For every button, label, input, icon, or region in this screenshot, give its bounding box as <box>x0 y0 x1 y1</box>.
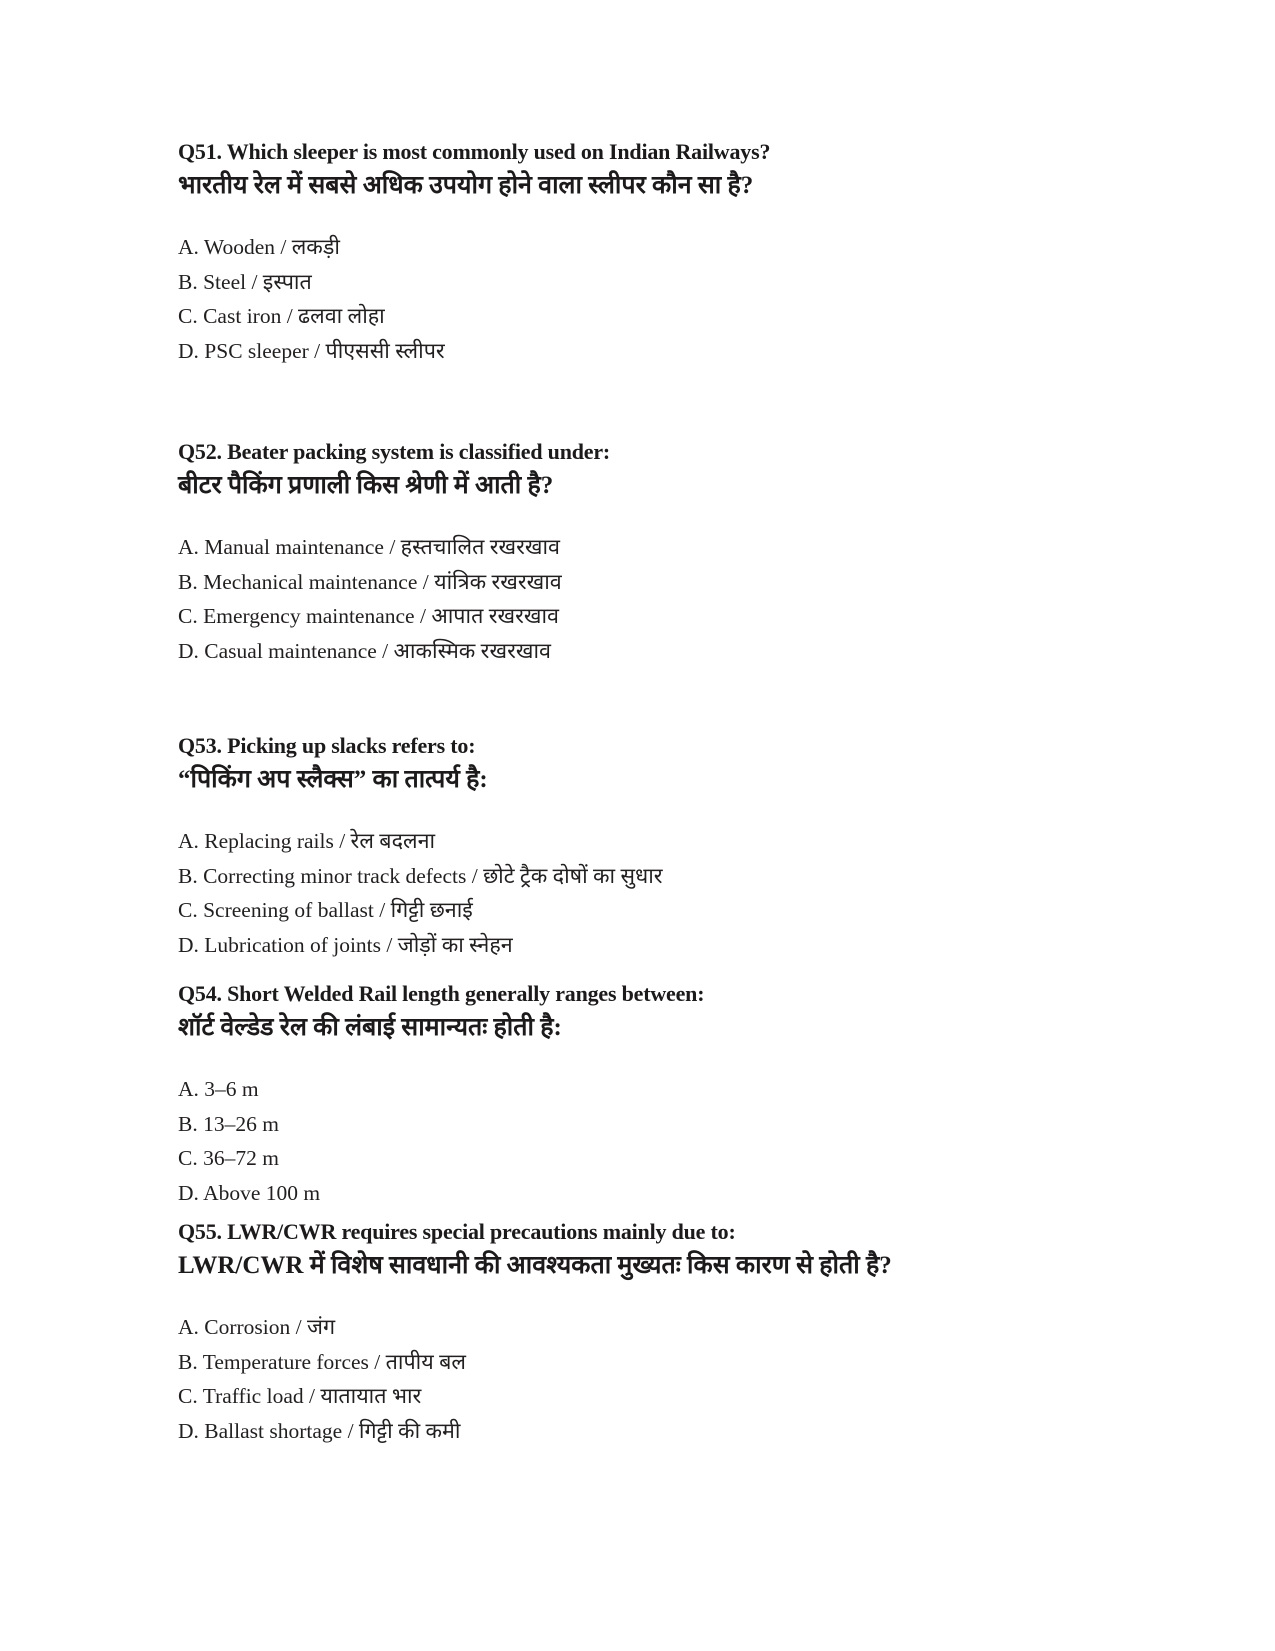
question-title-en: Q51. Which sleeper is most commonly used on Indian Railways? <box>178 139 771 164</box>
question-title-hi: बीटर पैकिंग प्रणाली किस श्रेणी में आती है? <box>178 472 554 499</box>
options-list <box>178 1072 1125 1210</box>
question-block-q54 <box>178 978 1125 1210</box>
option-c: C. Emergency maintenance / आपात रखरखाव <box>178 604 559 628</box>
question-title-hi: “पिकिंग अप स्लैक्स” का तात्पर्य है: <box>178 766 488 793</box>
question-title-en: Q52. Beater packing system is classified under: <box>178 439 611 464</box>
option-c: C. Cast iron / ढलवा लोहा <box>178 304 385 328</box>
option-d: D. Ballast shortage / गिट्टी की कमी <box>178 1418 461 1443</box>
question-title-en: Q53. Picking up slacks refers to: <box>178 733 476 758</box>
question-title-hi: भारतीय रेल में सबसे अधिक उपयोग होने वाला स्लीपर कौन सा है? <box>178 172 754 199</box>
question-title-en: Q54. Short Welded Rail length generally ranges between: <box>178 981 705 1006</box>
question-block-q53 <box>178 730 1125 962</box>
option-d: D. Casual maintenance / आकस्मिक रखरखाव <box>178 638 551 663</box>
option-d: D. Above 100 m <box>178 1180 321 1205</box>
question-title-hi: LWR/CWR में विशेष सावधानी की आवश्यकता मुख्यतः किस कारण से होती है? <box>178 1252 892 1279</box>
options-list <box>178 230 1125 368</box>
option-b: B. Mechanical maintenance / यांत्रिक रखरखाव <box>178 569 562 594</box>
options-list <box>178 1310 1125 1448</box>
option-c: C. Screening of ballast / गिट्टी छनाई <box>178 898 473 922</box>
option-d: D. Lubrication of joints / जोड़ों का स्नेहन <box>178 932 513 957</box>
question-block-q52 <box>178 436 1125 668</box>
option-a: A. Corrosion / जंग <box>178 1315 336 1339</box>
option-b: B. 13–26 m <box>178 1111 279 1136</box>
question-title-en: Q55. LWR/CWR requires special precautions mainly due to: <box>178 1219 736 1244</box>
question-block-q51 <box>178 136 1125 368</box>
option-a: A. Manual maintenance / हस्तचालित रखरखाव <box>178 535 561 559</box>
options-list <box>178 824 1125 962</box>
question-block-q55 <box>178 1216 1125 1448</box>
option-a: A. Wooden / लकड़ी <box>178 235 340 259</box>
option-b: B. Steel / इस्पात <box>178 269 312 294</box>
option-a: A. 3–6 m <box>178 1077 259 1101</box>
option-a: A. Replacing rails / रेल बदलना <box>178 829 436 853</box>
option-b: B. Temperature forces / तापीय बल <box>178 1349 466 1374</box>
question-title-hi: शॉर्ट वेल्डेड रेल की लंबाई सामान्यतः होती है: <box>178 1014 562 1041</box>
options-list <box>178 530 1125 668</box>
option-d: D. PSC sleeper / पीएससी स्लीपर <box>178 338 445 363</box>
option-c: C. Traffic load / यातायात भार <box>178 1384 422 1408</box>
option-c: C. 36–72 m <box>178 1146 279 1170</box>
option-b: B. Correcting minor track defects / छोटे ट्रैक दोषों का सुधार <box>178 863 663 888</box>
